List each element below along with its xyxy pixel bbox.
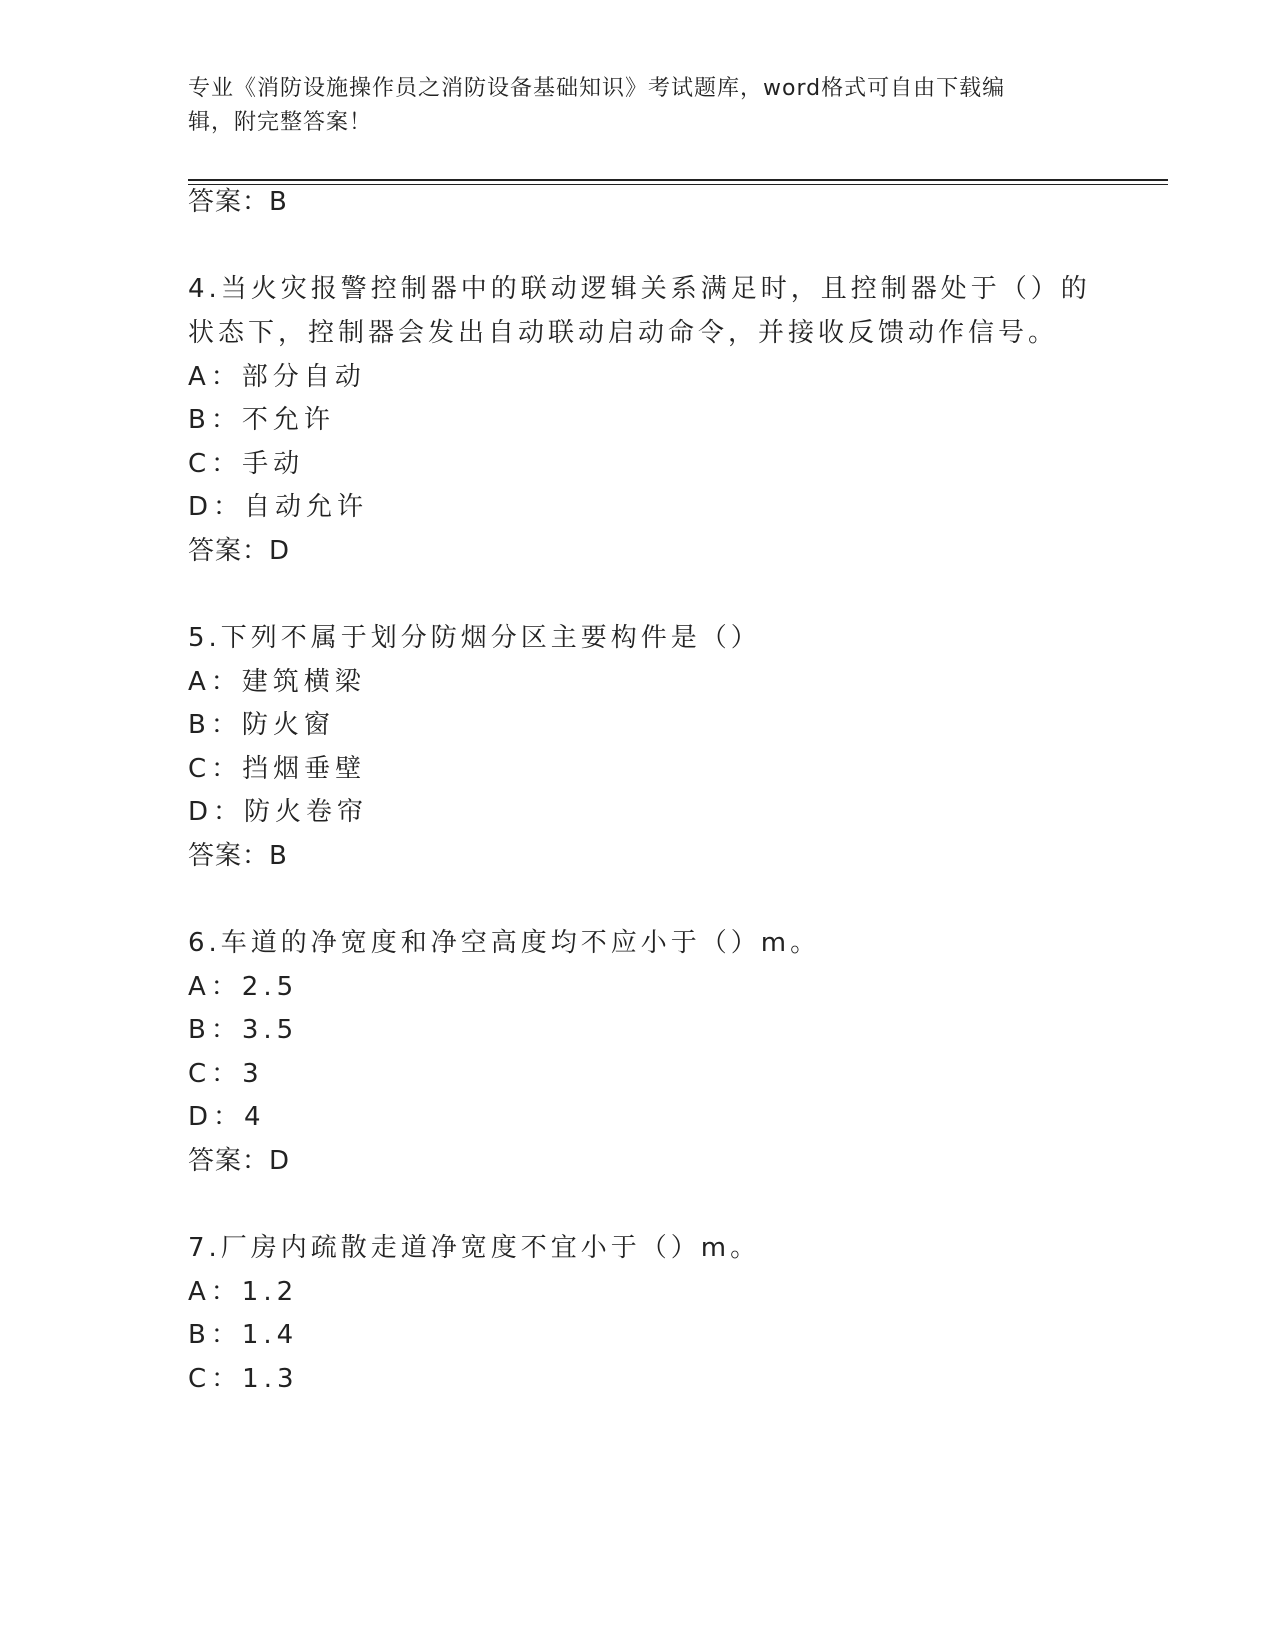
question-6-option-c: C：3 bbox=[188, 1059, 264, 1089]
question-5-line-1: 5.下列不属于划分防烟分区主要构件是（） bbox=[188, 623, 761, 653]
header-line-1: 专业《消防设施操作员之消防设备基础知识》考试题库，word格式可自由下载编 bbox=[188, 76, 1006, 101]
question-7-option-a: A：1.2 bbox=[188, 1277, 299, 1307]
question-6-line-1: 6.车道的净宽度和净空高度均不应小于（）m。 bbox=[188, 928, 821, 958]
question-6-option-d: D：4 bbox=[188, 1102, 266, 1132]
document-header bbox=[188, 72, 1088, 140]
question-5-option-b: B：防火窗 bbox=[188, 710, 335, 740]
question-5-option-c: C：挡烟垂壁 bbox=[188, 754, 367, 784]
header-divider-thin bbox=[188, 184, 1168, 185]
question-4-answer: 答案：D bbox=[188, 536, 291, 566]
question-5-answer: 答案：B bbox=[188, 841, 288, 871]
header-divider bbox=[188, 179, 1168, 181]
question-7-option-c: C：1.3 bbox=[188, 1364, 299, 1394]
question-4-option-b: B：不允许 bbox=[188, 405, 335, 435]
answer-line: 答案：B bbox=[188, 187, 288, 217]
question-4-option-a: A：部分自动 bbox=[188, 362, 366, 392]
question-6-option-a: A：2.5 bbox=[188, 972, 299, 1002]
question-5-option-d: D：防火卷帘 bbox=[188, 797, 369, 827]
question-6-answer: 答案：D bbox=[188, 1146, 291, 1176]
question-7-option-b: B：1.4 bbox=[188, 1320, 299, 1350]
question-6-option-b: B：3.5 bbox=[188, 1015, 299, 1045]
question-5-option-a: A：建筑横梁 bbox=[188, 667, 366, 697]
question-4-option-d: D：自动允许 bbox=[188, 492, 369, 522]
question-7-line-1: 7.厂房内疏散走道净宽度不宜小于（）m。 bbox=[188, 1233, 761, 1263]
question-4-line-1: 4.当火灾报警控制器中的联动逻辑关系满足时，且控制器处于（）的 bbox=[188, 274, 1091, 304]
header-line-2: 辑，附完整答案！ bbox=[188, 110, 373, 135]
question-4-line-2: 状态下，控制器会发出自动联动启动命令，并接收反馈动作信号。 bbox=[188, 318, 1059, 348]
question-4-option-c: C：手动 bbox=[188, 449, 305, 479]
